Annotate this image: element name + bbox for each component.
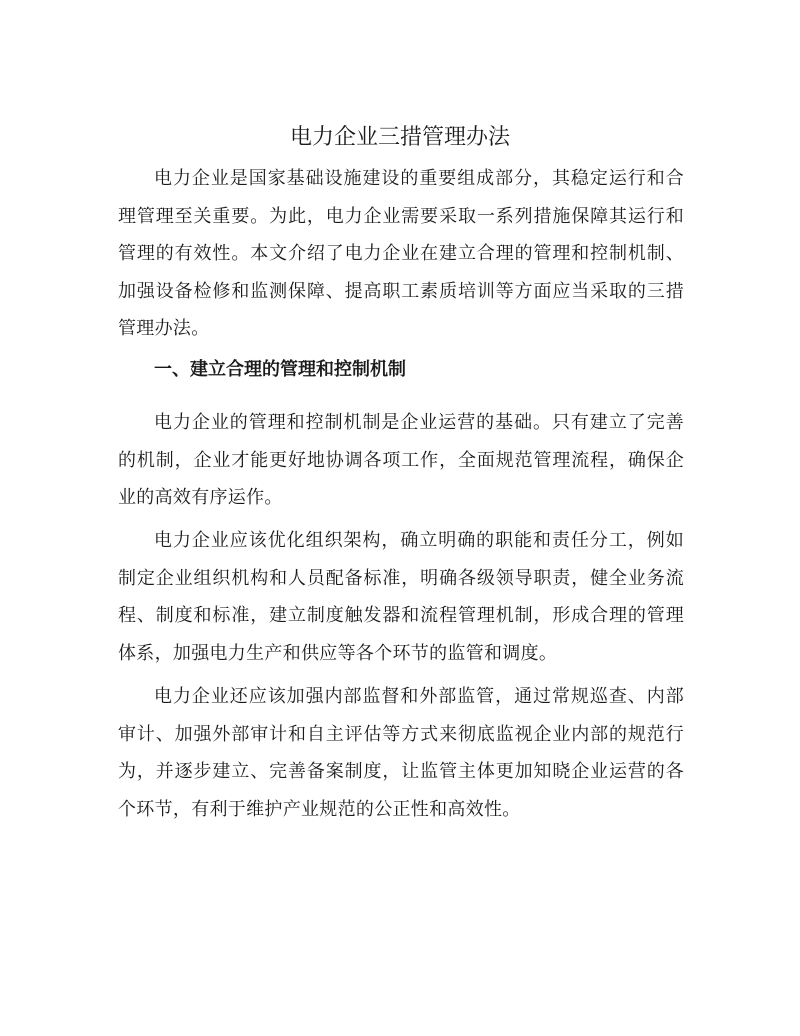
document-title: 电力企业三措管理办法 bbox=[289, 125, 510, 150]
section-paragraph: 电力企业应该优化组织架构，确立明确的职能和责任分工，例如制定企业组织机构和人员配备标准，明确各级领导职责，健全业务流程、制度和标准，建立制度触发器和流程管理机制，形成合理的管理体系，加强电力生产和供应等各个环节的监管和调度。 bbox=[118, 530, 684, 664]
intro-paragraph: 电力企业是国家基础设施建设的重要组成部分，其稳定运行和合理管理至关重要。为此，电力企业需要采取一系列措施保障其运行和管理的有效性。本文介绍了电力企业在建立合理的管理和控制机制、加强设备检修和监测保障、提高职工素质培训等方面应当采取的三措管理办法。 bbox=[118, 168, 684, 339]
section-heading: 一、建立合理的管理和控制机制 bbox=[154, 359, 406, 380]
section-paragraph: 电力企业还应该加强内部监督和外部监管，通过常规巡查、内部审计、加强外部审计和自主评估等方式来彻底监视企业内部的规范行为，并逐步建立、完善备案制度，让监管主体更加知晓企业运营的各个环节，有利于维护产业规范的公正性和高效性。 bbox=[118, 686, 684, 820]
section-paragraph: 电力企业的管理和控制机制是企业运营的基础。只有建立了完善的机制，企业才能更好地协调各项工作，全面规范管理流程，确保企业的高效有序运作。 bbox=[118, 412, 684, 508]
